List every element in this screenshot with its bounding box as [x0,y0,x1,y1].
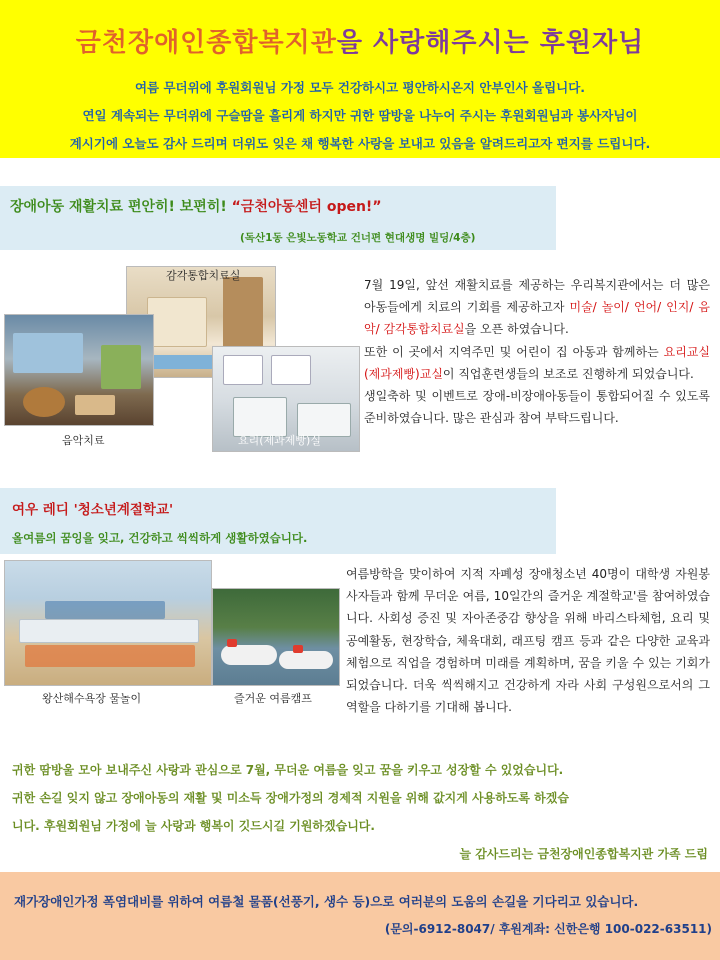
closing-message [12,756,712,868]
beach-photo-caption: 왕산해수욕장 물놀이 [42,692,142,705]
center-open-article [364,274,710,429]
intro-line: 계시기에 오늘도 감사 드리며 더위도 잊은 채 행복한 사랑을 보내고 있음을 알려드리고자 편지를 드립니다. [69,136,651,151]
contact-and-account: (문의-6912-8047/ 후원계좌: 신한은행 100-022-63511) [384,922,712,936]
section-center-open-banner [0,186,556,250]
closing-line: 니다. 후원회원님 가정에 늘 사랑과 행복이 깃드시길 기원하겠습니다. [12,819,375,833]
title-main: 을 사랑해주시는 후원자님 [336,28,645,58]
article-text: 을 오픈 하였습니다. [464,322,569,337]
headline-text: 장애아동 재활치료 편안히! 보편히! [10,199,232,215]
rafting-photo-caption: 즐거운 여름캠프 [234,692,312,705]
letter-header [0,0,720,158]
summer-school-article: 여름방학을 맞이하여 지적 자폐성 장애청소년 40명이 대학생 자원봉사자들과 함께 무더운 여름, 10일간의 즐거운 계절학교'를 참여하였습니다. 사회성 증진 및 자아존중감 향상을 위해 바리스타체험, 요리 및 공예활동, 현장학습, 체육대회, 래프팅 캠프 등과 같은 다양한 교육과 체험으로 직업을 경험하며 미래를 계획하며, 꿈을 키울 수 있는 기회가 되었습니다. 더욱 씩씩해지고 건강하게 자라 사회 구성원으로서의 그 역할을 다하기를 기대해 봅니다. [346,567,710,715]
article-highlight-rooms: 미술/ 놀이/ 언어/ 인지/ 음악/ 감각통합치료실 [364,300,710,337]
summer-school-subline: 올여름의 꿈잉을 잊고, 건강하고 씩씩하게 생활하였습니다. [12,531,308,545]
intro-line: 연일 계속되는 무더위에 구슬땀을 흘리게 하지만 귀한 땀방울 나누어 주시는 후원회원님과 봉사자님이 [82,108,638,123]
section-summer-school-banner [0,488,556,554]
donation-appeal-text: 재가장애인가정 폭염대비를 위하여 여름철 물품(선풍기, 생수 등)으로 여러분의 도움의 손길을 기다리고 있습니다. [14,894,639,909]
signature: 늘 감사드리는 금천장애인종합복지관 가족 드림 [459,847,708,861]
closing-line: 귀한 땀방울 모아 보내주신 사랑과 관심으로 7월, 무더운 여름을 잊고 꿈을 키우고 성장할 수 있었습니다. [12,763,564,777]
section-summer-school-headline [12,498,173,518]
title-org-name: 금천장애인종합복지관 [75,28,337,58]
music-room-photo [4,314,154,426]
music-room-caption: 음악치료 [62,434,105,447]
article-text: 7월 19일, 앞선 재활치료를 제공하는 우리복지관에서는 더 많은 아동들에게 치료의 기회를 제공하고자 [364,278,710,315]
headline-quote: “금천아동센터 open!” [231,199,382,215]
beach-group-photo [4,560,212,686]
article-text: 이 직업훈련생들의 보조로 진행하게 되었습니다. [442,366,694,381]
headline-text: 여우 레디 [12,502,74,518]
headline-program-name: '청소년계절학교' [73,502,174,518]
donation-appeal-footer [0,872,720,960]
rafting-camp-photo [212,588,340,686]
article-text: 생일축하 및 이벤트로 장애-비장애아동들이 통합되어질 수 있도록 준비하였습니다. 많은 관심과 참여 부탁드립니다. [364,389,710,426]
intro-paragraph [12,74,708,158]
page-title [0,22,720,59]
intro-line: 여름 무더위에 후원회원님 가정 모두 건강하시고 평안하시온지 안부인사 올립니다. [134,80,586,95]
sensory-room-caption: 감각통합치료실 [166,269,241,282]
article-highlight-cooking: 요리교실(제과제빵)교실 [364,344,710,381]
section-center-open-headline [10,196,382,216]
center-address: (독산1동 은빛노동학교 건너편 현대생명 빌딩/4층) [240,232,476,244]
cooking-room-caption: 요리(제과제빵)실 [238,434,321,447]
article-text: 또한 이 곳에서 지역주민 및 어린이 집 아동과 함께하는 [364,344,664,359]
closing-line: 귀한 손길 잊지 않고 장애아동의 재활 및 미소득 장애가정의 경제적 지원을 위해 값지게 사용하도록 하겠습 [12,791,569,805]
